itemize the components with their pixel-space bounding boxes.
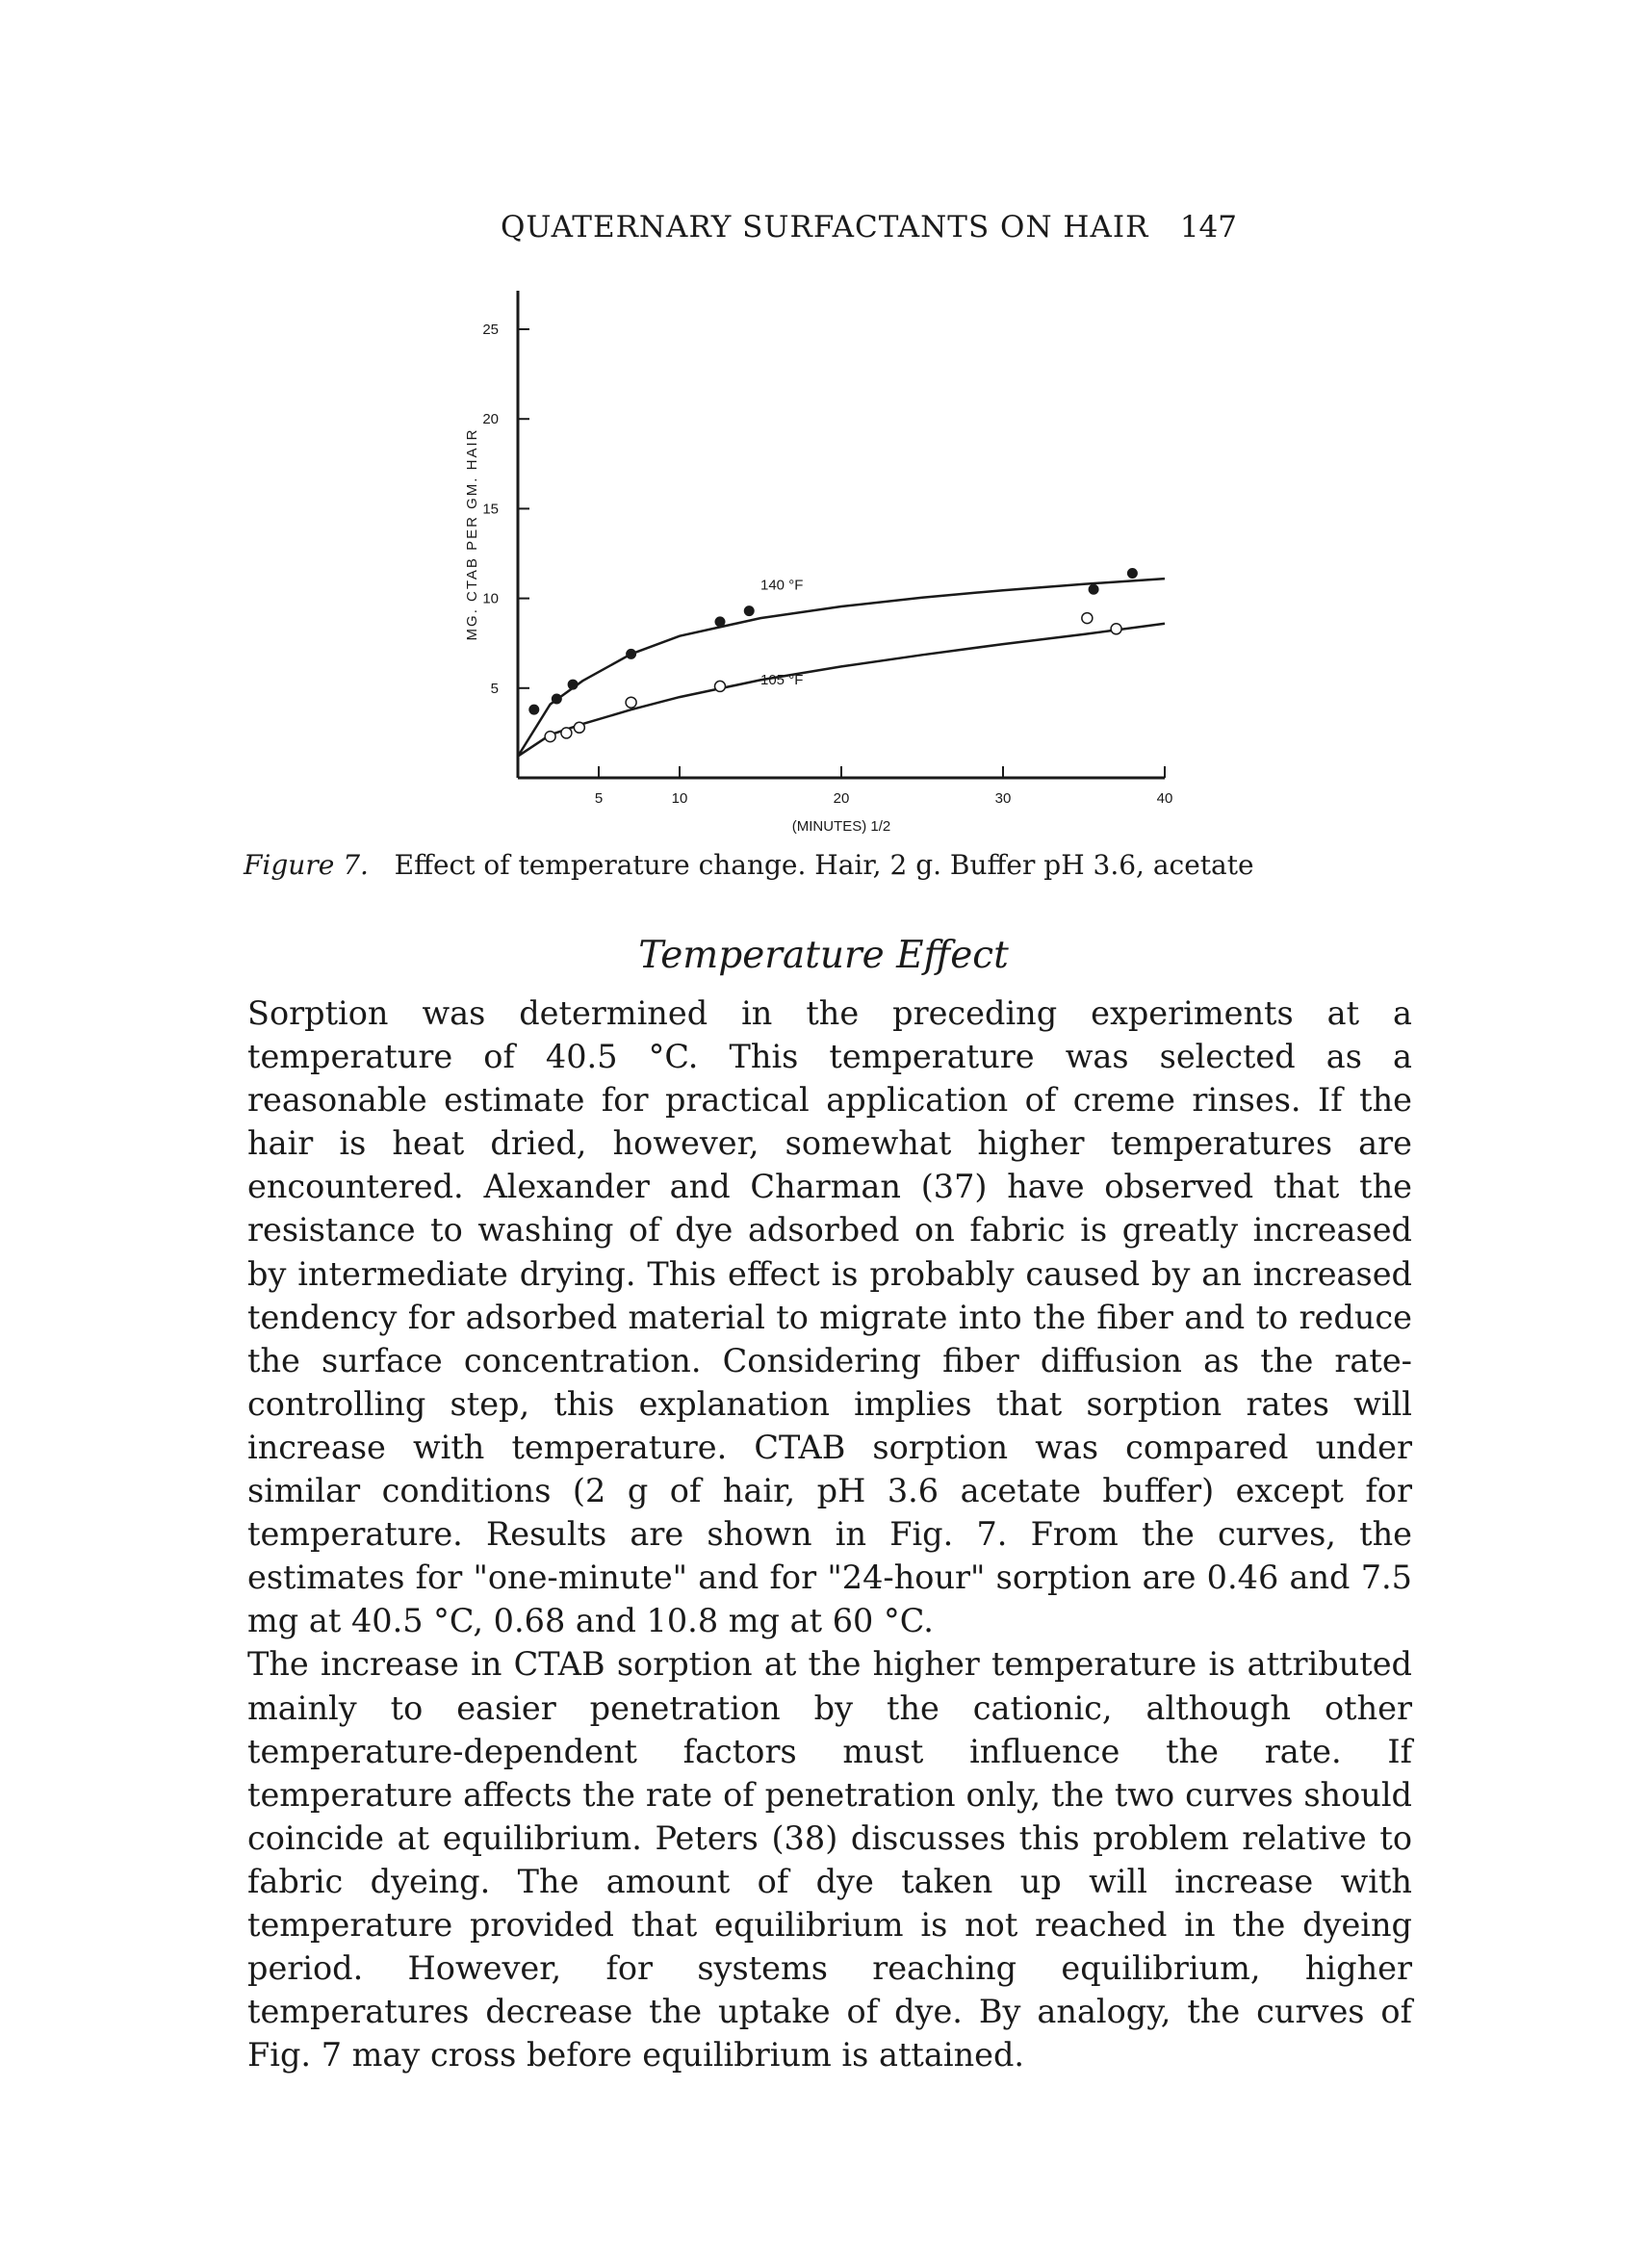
y-tick-label: 5: [490, 680, 499, 697]
page-number: 147: [1179, 210, 1237, 245]
chart-axes: [482, 291, 1172, 807]
data-point-105f: [574, 722, 584, 733]
y-tick-label: 25: [482, 322, 499, 338]
x-tick-label: 40: [1156, 790, 1173, 807]
x-tick-label: 10: [671, 790, 688, 807]
curve-label-140f: 140 °F: [760, 577, 804, 594]
data-point-105f: [626, 697, 636, 708]
data-point-140f: [1127, 569, 1137, 579]
paragraph: Sorption was determined in the preceding experiments at a temperature of 40.5 °C. This temperature was selected as a reasonable estimate for practical application of creme rinses. If the hair is heat dried, however, somewhat higher temperatures are encountered. Alexander and Charman (37) have observed that the resistance to washing of dye adsorbed on fabric is greatly increased by intermediate drying. This effect is probably caused by an increased tendency for adsorbed material to migrate into the fiber and to reduce the surface concentration. Considering fiber diffusion as the rate-controlling step, this explanation implies that sorption rates will increase with temperature. CTAB sorption was compared under similar conditions (2 g of hair, pH 3.6 acetate buffer) except for temperature. Results are shown in Fig. 7. From the curves, the estimates for "one-minute" and for "24-hour" sorption are 0.46 and 7.5 mg at 40.5 °C, 0.68 and 10.8 mg at 60 °C.: [247, 994, 1412, 1640]
data-point-140f: [715, 617, 725, 627]
body-text: [247, 992, 1412, 2076]
y-axis-label: MG. CTAB PER GM. HAIR: [464, 427, 480, 641]
data-point-140f: [1089, 584, 1098, 594]
section-title: Temperature Effect: [638, 934, 1009, 977]
data-point-105f: [1111, 624, 1121, 634]
figure-7-chart: [0, 0, 1647, 847]
figure-label: Figure 7.: [244, 849, 369, 881]
chart-curves: [518, 579, 1165, 757]
data-point-105f: [545, 732, 555, 742]
data-point-140f: [568, 680, 578, 689]
x-tick-label: 30: [994, 790, 1012, 807]
curve-105f: [518, 624, 1165, 757]
x-axis-label: (MINUTES) 1/2: [791, 818, 891, 835]
x-tick-label: 5: [594, 790, 604, 807]
paragraph: The increase in CTAB sorption at the higher temperature is attributed mainly to easier penetration by the cationic, although other temperature-dependent factors must influence the rate. If temperature affects the rate of penetration only, the two curves should coincide at equilibrium. Peters (38) discusses this problem relative to fabric dyeing. The amount of dye taken up will increase with temperature provided that equilibrium is not reached in the dyeing period. However, for systems reaching equilibrium, higher temperatures decrease the uptake of dye. By analogy, the curves of Fig. 7 may cross before equilibrium is attained.: [247, 1645, 1412, 2075]
y-tick-label: 10: [482, 590, 499, 607]
data-point-140f: [744, 606, 754, 616]
data-point-140f: [529, 705, 539, 714]
figure-caption: [244, 849, 1399, 881]
running-title: QUATERNARY SURFACTANTS ON HAIR: [501, 210, 1149, 245]
data-point-105f: [715, 681, 726, 691]
data-point-140f: [552, 694, 561, 704]
figure-caption-text: Effect of temperature change. Hair, 2 g. Buffer pH 3.6, acetate: [394, 849, 1254, 881]
data-point-140f: [627, 649, 636, 658]
chart-points: [529, 569, 1138, 742]
y-tick-label: 15: [482, 501, 499, 518]
curve-label-105f: 105 °F: [760, 672, 804, 689]
y-tick-label: 20: [482, 411, 499, 428]
data-point-105f: [561, 728, 572, 738]
data-point-105f: [1082, 613, 1093, 624]
x-tick-label: 20: [833, 790, 850, 807]
